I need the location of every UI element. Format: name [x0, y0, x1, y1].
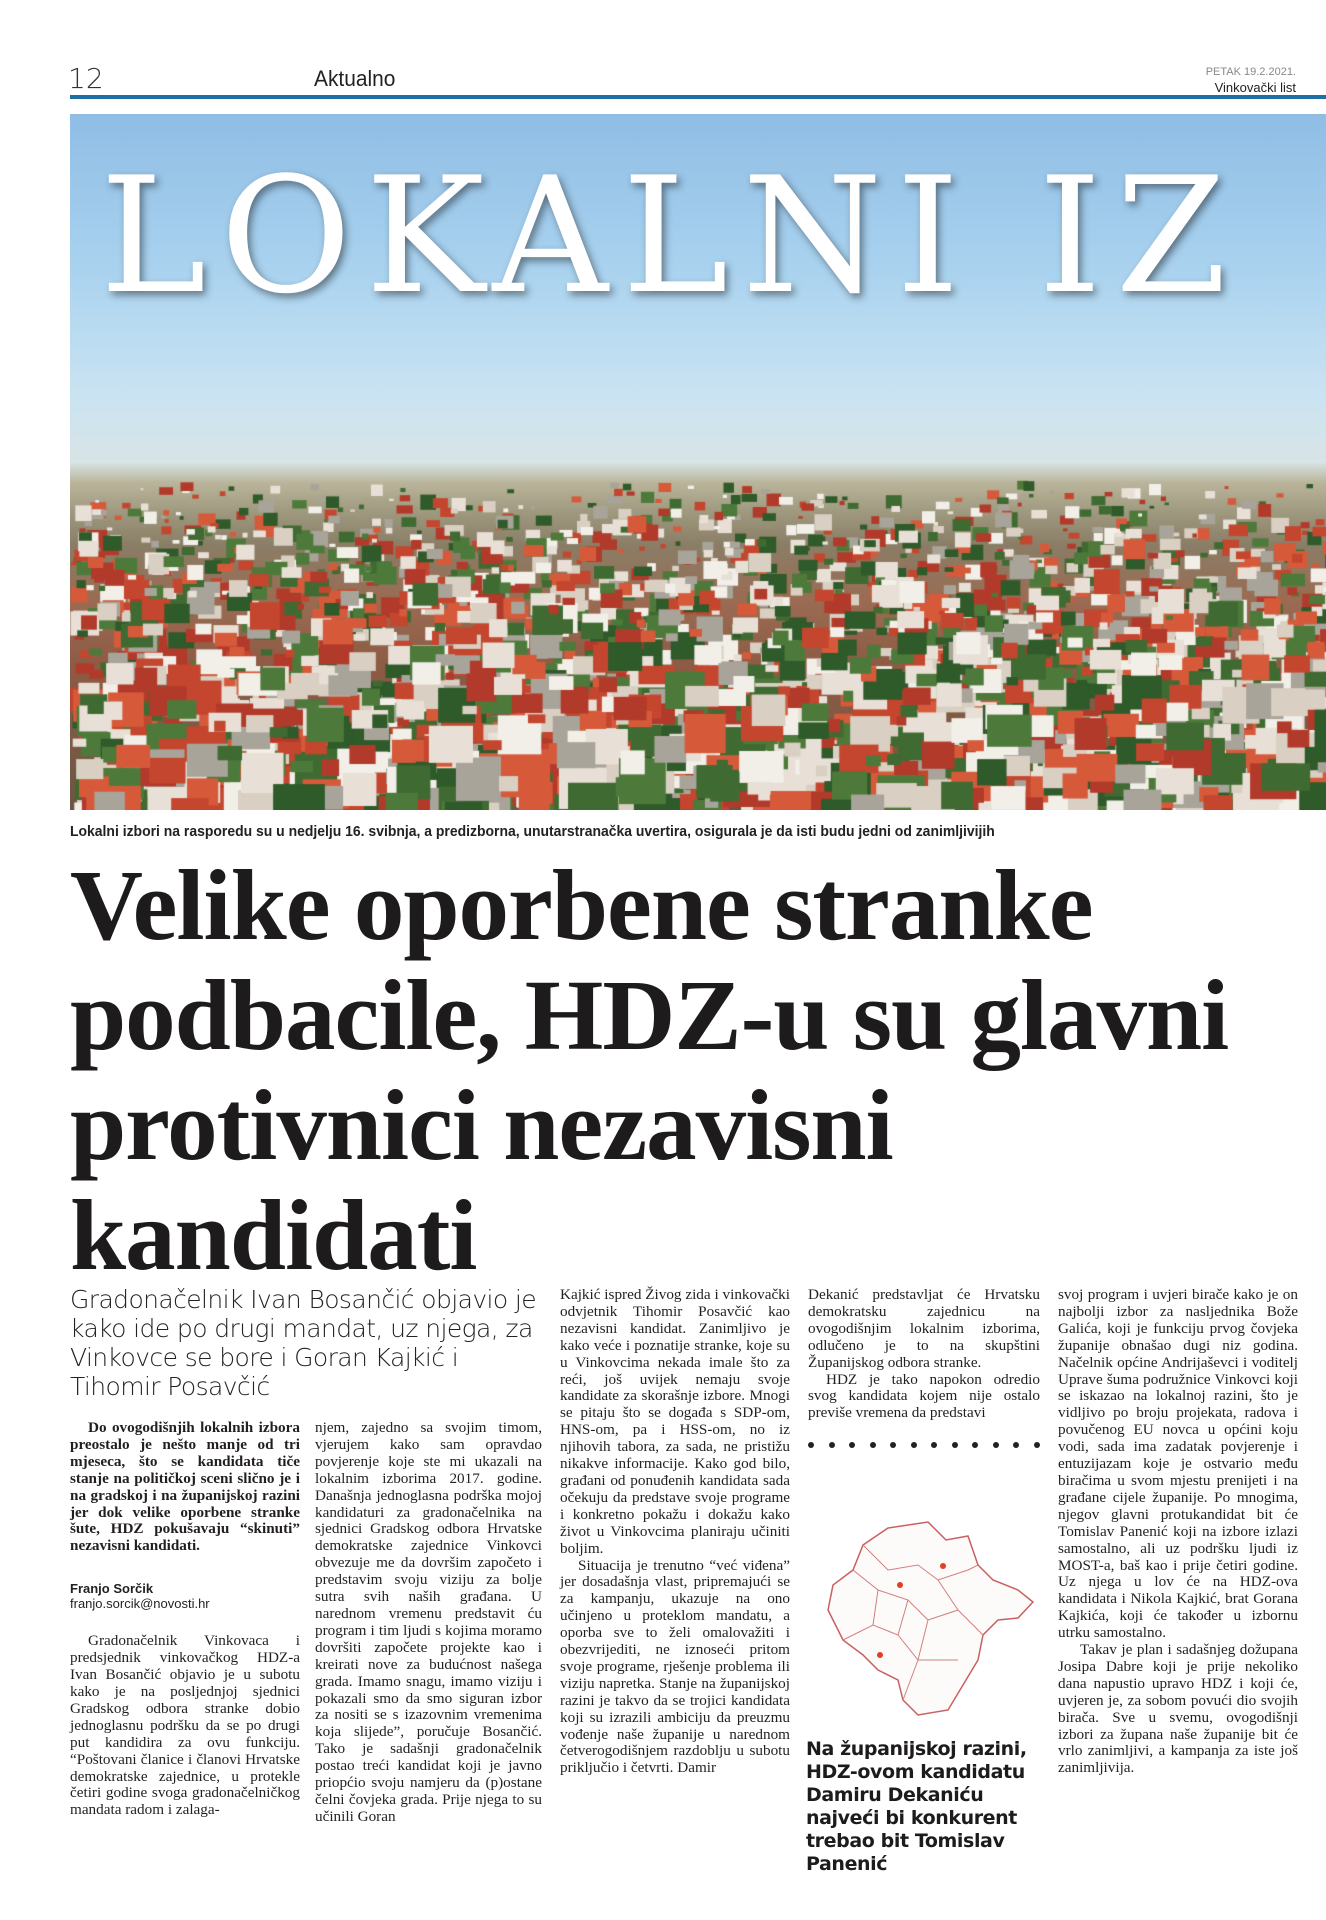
- body-paragraph: njem, zajedno sa svojim timom, vjerujem kako sam opravdao povjerenje koje ste mi ukazali na lokalnim izborima 2017. godine. Današnja jednoglasna podrška mojoj kandidaturi za gradonačelnika na sjednici Gradskog odbora Hrvatske demokratske zajednice Vinkovci obvezuje me da dovršim započeto i predstavim svoju viziju za bolje sutra svih naših građana. U narednom vremenu predstavit ću program i tim ljudi s kojima moramo dovršiti započete projekte kao i kreirati nove za budućnost našega grada. Imamo snagu, imamo viziju i pokazali smo da smo siguran izbor za nositi se s izazovnim vremenima koja slijede”, poručuje Bosančić. Tako je sadašnji gradonačelnik postao treći kandidat koji je javno priopćio svoju namjeru da (p)ostane čelni čovjeka grada. Prije njega to su učinili Goran: [315, 1419, 542, 1825]
- header-rule: [70, 95, 1326, 99]
- body-paragraph: svoj program i uvjeri birače kako je on najbolji izbor za nasljednika Bože Galića, koji je funkciju prvog čovjeka županije obnašao dugi niz godina. Načelnik općine Andrijaševci i voditelj Uprave šuma podružnice Vinkovci koji se iskazao na lokalnoj razini, što je vidljivo po broju projekata, radova i povučenog EU novca u općini koju vodi, sada ima zadatak povjerenje i entuzijazam koje je ostvario među biračima u svom mjestu prenijeti i na građane cijele županije. Po mnogima, njegov glavni protukandidat bit će Tomislav Panenić koji na izbore izlazi samostalno, ali uz podršku ljudi iz MOST-a, baš kao i prije četiri godine. Uz njega u lov će na HDZ-ova kandidata i Nikola Kajkić, brat Gorana Kajkića, koji će također u izbornu utrku samostalno.: [1058, 1286, 1298, 1642]
- issue-date: PETAK 19.2.2021.: [1205, 66, 1296, 78]
- pull-quote: Na županijskoj razini, HDZ-ovom kandidatu Damiru Dekaniću najveći bi konkurent trebao bit Tomislav Panenić: [806, 1738, 1027, 1875]
- column-3: [560, 1287, 790, 1777]
- author-email[interactable]: franjo.sorcik@novosti.hr: [70, 1596, 210, 1612]
- photo-overlay-title: LOKALNI IZ: [100, 142, 1241, 329]
- column-1: [70, 1420, 300, 1819]
- county-map: [818, 1510, 1038, 1720]
- body-paragraph: Takav je plan i sadašnjeg dožupana Josipa Dabre koji je prije nekoliko dana napustio upravo HDZ i koji će, uvjeren je, za sobom povući dio svojih birača. Sve u svemu, ovogodišnji izbori za župana naše županije bit će vrlo zanimljivi, a kampanja za iste još zanimljivija.: [1058, 1641, 1298, 1777]
- publication-name: Vinkovački list: [1214, 80, 1296, 95]
- photo-caption: Lokalni izbori na rasporedu su u nedjelju 16. svibnja, a predizborna, unutarstranačka uvertira, osigurala je da isti budu jedni od zanimljivijih: [70, 823, 995, 840]
- page-number: 12: [68, 62, 104, 95]
- lead-paragraph: Do ovogodišnjih lokalnih izbora preostalo je nešto manje od tri mjeseca, što se kandidata tiče stanje na političkoj sceni slično je i na gradskoj i na županijskoj razini jer dok velike oporbene stranke šute, HDZ pokušavaju “skinuti” nezavisni kandidati.: [70, 1419, 300, 1555]
- section-label: Aktualno: [314, 66, 396, 91]
- body-paragraph: Situacija je trenutno “već viđena” jer dosadašnja vlast, pripremajući se za kampanju, ukazuje na ono učinjeno u proteklom mandatu, a oporba sve to želi omalovažiti i obezvrijediti, ne iznoseći pritom svoje programe, rješenje problema ili viziju napretka. Stanje na županijskoj razini je takvo da se trojici kandidata koji su izrazili ambiciju da preuzmu vođenje naše županije u narednom četverogodišnjem razdoblju u subotu priključio i četvrti. Damir: [560, 1556, 790, 1777]
- column-5: [1058, 1287, 1298, 1777]
- body-paragraph: Dekanić predstavljat će Hrvatsku demokratsku zajednicu na ovogodišnjim lokalnim izborima, odlučeno je to na skupštini Županijskog odbora stranke.: [808, 1286, 1040, 1371]
- column-2: [315, 1420, 542, 1826]
- dotted-separator: [808, 1442, 1040, 1448]
- body-paragraph: HDZ je tako napokon odredio svog kandidata kojem nije ostalo previše vremena da predstavi: [808, 1370, 1040, 1422]
- author-name: Franjo Sorčik: [70, 1581, 154, 1597]
- deck: Gradonačelnik Ivan Bosančić objavio je kako ide po drugi mandat, uz njega, za Vinkovce se bore i Goran Kajkić i Tihomir Posavčić: [70, 1285, 537, 1401]
- column-4: [808, 1287, 1040, 1422]
- headline: Velike oporbene stranke podbacile, HDZ-u su glavni protivnici nezavisni kandidati: [70, 849, 1229, 1291]
- body-paragraph: Kajkić ispred Živog zida i vinkovački odvjetnik Tihomir Posavčić kao nezavisni kandidat. Zanimljivo je kako veće i poznatije stranke, koje su u Vinkovcima nekada imale što za reći, još uvijek nemaju svoje kandidate za skorašnje izbore. Mnogi se pitaju što se događa s SDP-om, HNS-om, pa i HSS-om, no iz njihovih tabora, za sada, ne pristižu nikakve informacije. Kako god bilo, građani od ponuđenih kandidata sada očekuju da predstave svoje programe i konkretno pokažu i dokažu kako život u Vinkovcima planiraju učiniti boljim.: [560, 1286, 790, 1557]
- body-paragraph: Gradonačelnik Vinkovaca i predsjednik vinkovačkog HDZ-a Ivan Bosančić objavio je u subotu kako je na posljednjoj sjednici Gradskog odbora stranke dobio jednoglasnu podršku da se po drugi put kandidira za ovu funkciju. “Poštovani članice i članovi Hrvatske demokratske zajednice, u protekle četiri godine svoga gradonačelničkog mandata radom i zalaga-: [70, 1632, 300, 1819]
